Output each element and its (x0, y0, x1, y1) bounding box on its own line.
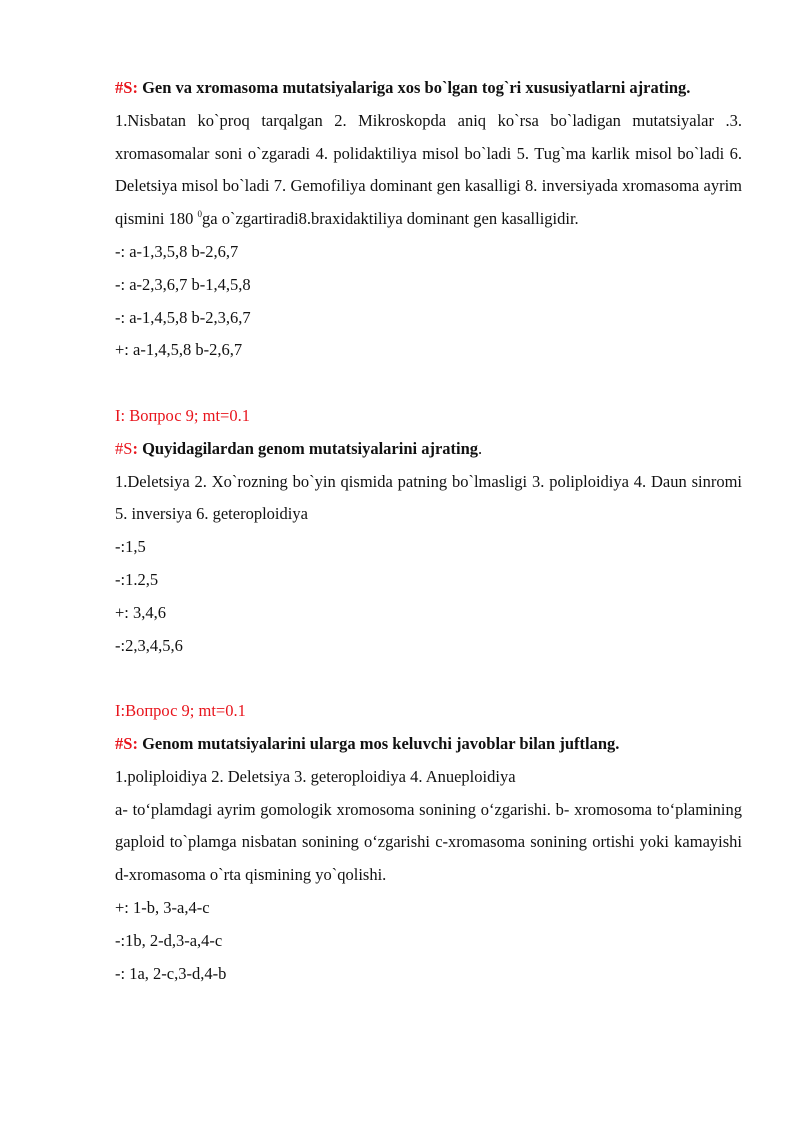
spacer (115, 662, 742, 695)
q2-option-4: -:2,3,4,5,6 (115, 635, 183, 655)
q1-option-4: +: a-1,4,5,8 b-2,6,7 (115, 340, 243, 360)
q2-prompt-end: . (478, 438, 483, 458)
q3-option-2: -:1b, 2-d,3-a,4-c (115, 930, 223, 950)
q1-prompt (115, 72, 742, 105)
q3-list: 1.poliploidiya 2. Deletsiya 3. geteroploidiya 4. Anueploidiya (115, 766, 516, 786)
q1-body (115, 105, 742, 236)
document-page (115, 72, 742, 990)
q1-tag: #S (115, 78, 133, 97)
q2-tag-sep: : (132, 438, 143, 458)
q2-prompt-text: Quyidagilardan genom mutatsiyalarini ajrating (142, 438, 479, 458)
q2-option-1: -:1,5 (115, 537, 146, 557)
q2-option-3: +: 3,4,6 (115, 602, 167, 622)
q3-prompt (115, 728, 742, 761)
q1-prompt-text: Gen va xromasoma mutatsiyalariga xos bo`lgan tog`ri xususiyatlarni ajrating. (142, 78, 691, 97)
q1-body-part1: 1.Nisbatan ko`proq tarqalgan 2. Mikroskopda aniq ko`rsa bo`ladigan mutatsiyalar .3. xromasomalar soni o`zgaradi 4. polidaktiliya misol bo`ladi 5. Tug`ma karlik misol bo`ladi 6. Deletsiya misol bo`ladi 7. Gemofiliya dominant gen kasalligi 8. inversiyada xromasoma ayrim qismini 180 (115, 110, 742, 229)
q3-prompt-text: Genom mutatsiyalarini ularga mos keluvchi javoblar bilan juftlang. (142, 733, 620, 753)
q3-tag-sep: : (132, 733, 143, 753)
q2-body: 1.Deletsiya 2. Xo`rozning bo`yin qismida patning bo`lmasligi 3. poliploidiya 4. Daun sinromi 5. inversiya 6. geteroploidiya (115, 471, 742, 524)
q2-header: I: Вопрос 9; mt=0.1 (115, 405, 250, 425)
q3-answers: a- to‘plamdagi ayrim gomologik xromosoma sonining o‘zgarishi. b- xromosoma to‘plamining gaploid to`plamga nisbatan sonining o‘zgarishi c-xromasoma sonining ortishi yoki kamayishi d-xromasoma o`rta qismining yo`qolishi. (115, 799, 742, 885)
q1-body-part2: ga o`zgartiradi8.braxidaktiliya dominant gen kasalligidir. (202, 209, 579, 229)
q3-option-1: +: 1-b, 3-a,4-c (115, 897, 210, 917)
q3-option-3: -: 1a, 2-c,3-d,4-b (115, 963, 227, 983)
q2-option-2: -:1.2,5 (115, 569, 159, 589)
q1-body-degree: 0 (197, 209, 203, 220)
q2-prompt (115, 433, 742, 466)
q1-option-1: -: a-1,3,5,8 b-2,6,7 (115, 241, 239, 261)
spacer (115, 367, 742, 400)
q2-tag: #S (115, 438, 133, 458)
q1-option-2: -: a-2,3,6,7 b-1,4,5,8 (115, 274, 251, 294)
q3-header: I:Вопрос 9; mt=0.1 (115, 701, 246, 721)
q1-tag-sep: : (132, 78, 143, 97)
q3-tag: #S (115, 733, 133, 753)
q1-option-3: -: a-1,4,5,8 b-2,3,6,7 (115, 307, 251, 327)
